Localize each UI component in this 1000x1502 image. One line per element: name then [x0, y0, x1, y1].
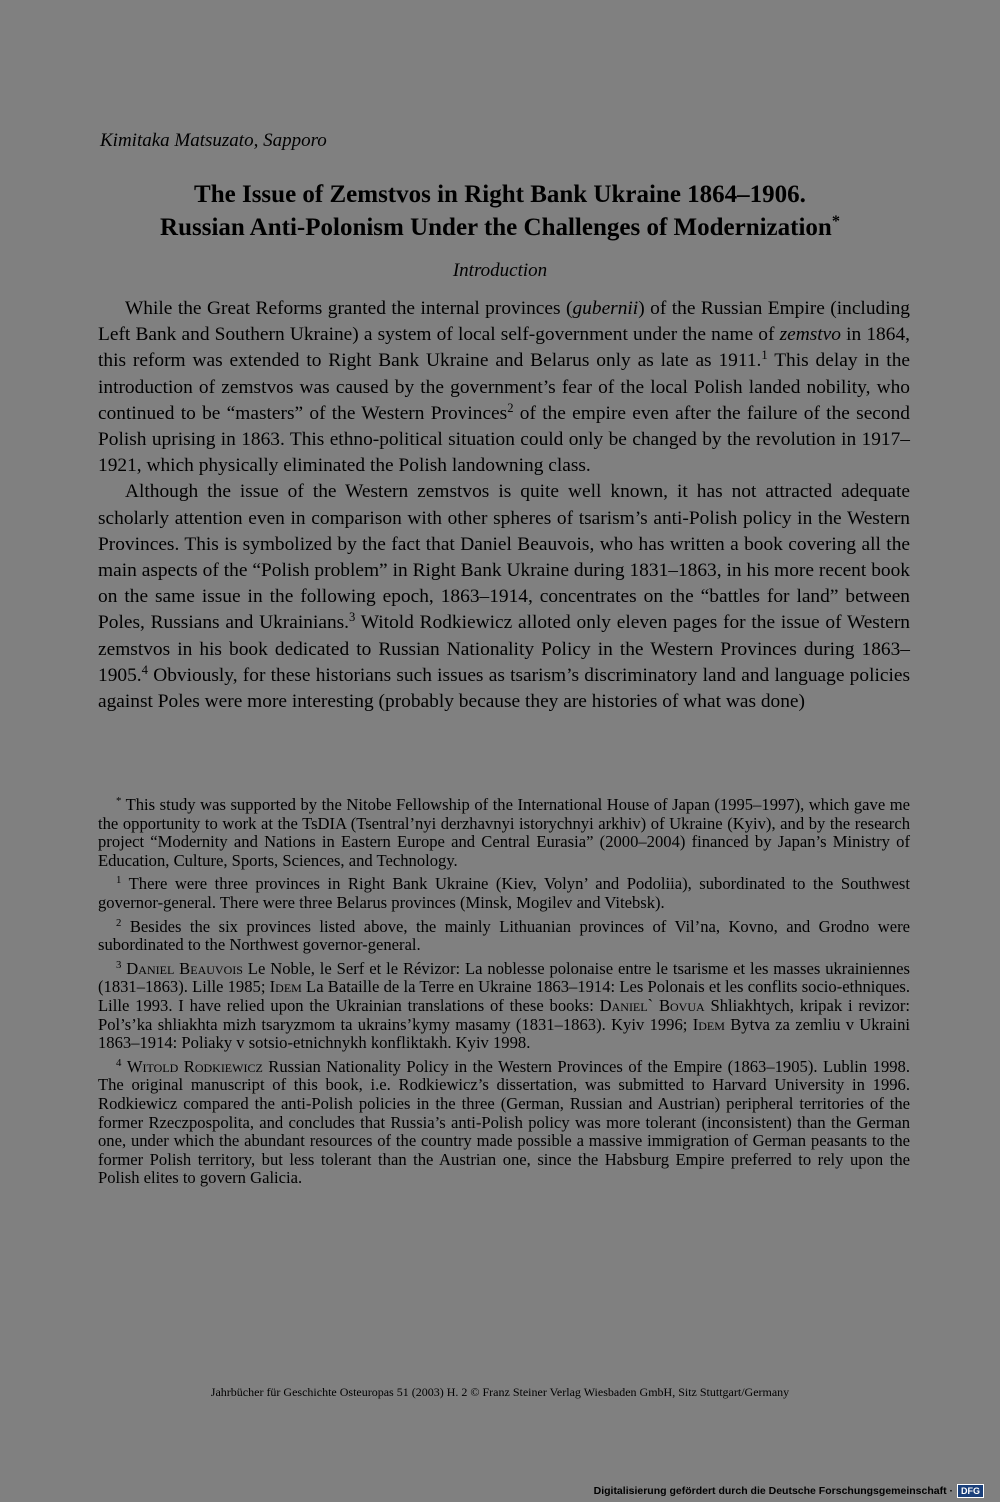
- footnote-1: $^1$ There were three provinces in Right Bank Ukraine (Kiev, Volyn’ and Podoliia), subordinated to the Southwest governor-general. There were three Belarus provinces (Minsk, Mogilev and Vitebsk).: [98, 874, 910, 912]
- title-footnote-marker: *: [831, 212, 840, 231]
- title-line-1: The Issue of Zemstvos in Right Bank Ukraine 1864–1906.: [194, 181, 806, 208]
- author-line: Kimitaka Matsuzato, Sapporo: [100, 130, 327, 151]
- paragraph-2: Although the issue of the Western zemstvos is quite well known, it has not attracted adequate scholarly attention even in comparison with other spheres of tsarism’s anti-Polish policy in the Western Provinces. This is symbolized by the fact that Daniel Beauvois, who has written a book covering all the main aspects of the “Polish problem” in Right Bank Ukraine during 1831–1863, in his more recent book on the same issue in the following epoch, 1863–1914, concentrates on the “battles for land” between Poles, Russians and Ukrainians.$^3$ Witold Rodkiewicz alloted only eleven pages for the issue of Western zemstvos in his book dedicated to Russian Nationality Policy in the Western Provinces during 1863–1905.$^4$ Obviously, for these historians such issues as tsarism’s discriminatory land and language policies against Poles were more interesting (probably because they are histories of what was done): [98, 481, 910, 713]
- paragraph-1: While the Great Reforms granted the internal provinces (gubernii) of the Russian Empire (including Left Bank and Southern Ukraine) a system of local self-government under the name of zemstvo in 1864, this reform was extended to Right Bank Ukraine and Belarus only as late as 1911.$^1$ This delay in the introduction of zemstvos was caused by the government’s fear of the local Polish landed nobility, who continued to be “masters” of the Western Provinces$^2$ of the empire even after the failure of the second Polish uprising in 1863. This ethno-political situation could only be changed by the revolution in 1917–1921, which physically eliminated the Polish landowning class.: [98, 298, 910, 477]
- section-heading: Introduction: [452, 260, 548, 281]
- article-title: [60, 178, 940, 244]
- footnotes: [98, 796, 910, 1193]
- dfg-logo-icon: DFG: [957, 1484, 984, 1498]
- dfg-funding-notice: [594, 1484, 984, 1498]
- journal-citation-footer: Jahrbücher für Geschichte Osteuropas 51 (2003) H. 2 © Franz Steiner Verlag Wiesbaden GmbH, Sitz Stuttgart/Germany: [210, 1385, 790, 1399]
- footnote-ref-3: 3: [349, 610, 356, 625]
- footnote-ref-1: 1: [761, 348, 768, 363]
- footnote-ref-4: 4: [141, 662, 148, 677]
- dfg-notice-text: Digitalisierung gefördert durch die Deutsche Forschungsgemeinschaft ·: [593, 1485, 953, 1497]
- footnote-2: $^2$ Besides the six provinces listed above, the mainly Lithuanian provinces of Vil’na, Kovno, and Grodno were subordinated to the Northwest governor-general.: [98, 916, 910, 955]
- footnote-4: $^4$ Witold Rodkiewicz Russian Nationality Policy in the Western Provinces of the Empire (1863–1905). Lublin 1998. The original manuscript of this book, i.e. Rodkiewicz’s dissertation, was submitted to Harvard University in 1996. Rodkiewicz compared the anti-Polish policies in the three (German, Russian and Austrian) peripheral territories of the former Rzeczpospolita, and concludes that Russia’s anti-Polish policy was more tolerant (inconsistent) than the German one, under which the abundant resources of the country made possible a massive immigration of German peasants to the former Polish territory, but less tolerant than the Austrian one, since the Habsburg Empire preferred to rely upon the Polish elites to govern Galicia.: [98, 1056, 910, 1188]
- title-line-2: Russian Anti-Polonism Under the Challenges of Modernization: [160, 214, 832, 241]
- footnote-star: * This study was supported by the Nitobe Fellowship of the International House of Japan (1995–1997), which gave me the opportunity to work at the TsDIA (Tsentral’nyi derzhavnyi istorychnyi arkhiv) of Ukraine (Kyiv), and by the research project “Modernity and Nations in Eastern Europe and Central Eurasia” (2000–2004) financed by Japan’s Ministry of Education, Culture, Sports, Sciences, and Technology.: [98, 795, 910, 870]
- body-text: [98, 296, 910, 715]
- footnote-3: $^3$ Daniel Beauvois Le Noble, le Serf et le Révizor: La noblesse polonaise entre le tsarisme et les masses ukrainiennes (1831–1863). Lille 1985; Idem La Bataille de la Terre en Ukraine 1863–1914: Les Polonais et les conflits socio-ethniques. Lille 1993. I have relied upon the Ukrainian translations of these books: Daniel` Bovua Shliakhtych, kripak i revizor: Pol’s’ka shliakhta mizh tsaryzmom ta ukrains’kymy masamy (1831–1863). Kyiv 1996; Idem Bytva za zemliu v Ukraini 1863–1914: Poliaky v sotsio-etnichnykh konfliktakh. Kyiv 1998.: [98, 958, 910, 1053]
- footnote-ref-2: 2: [507, 400, 514, 415]
